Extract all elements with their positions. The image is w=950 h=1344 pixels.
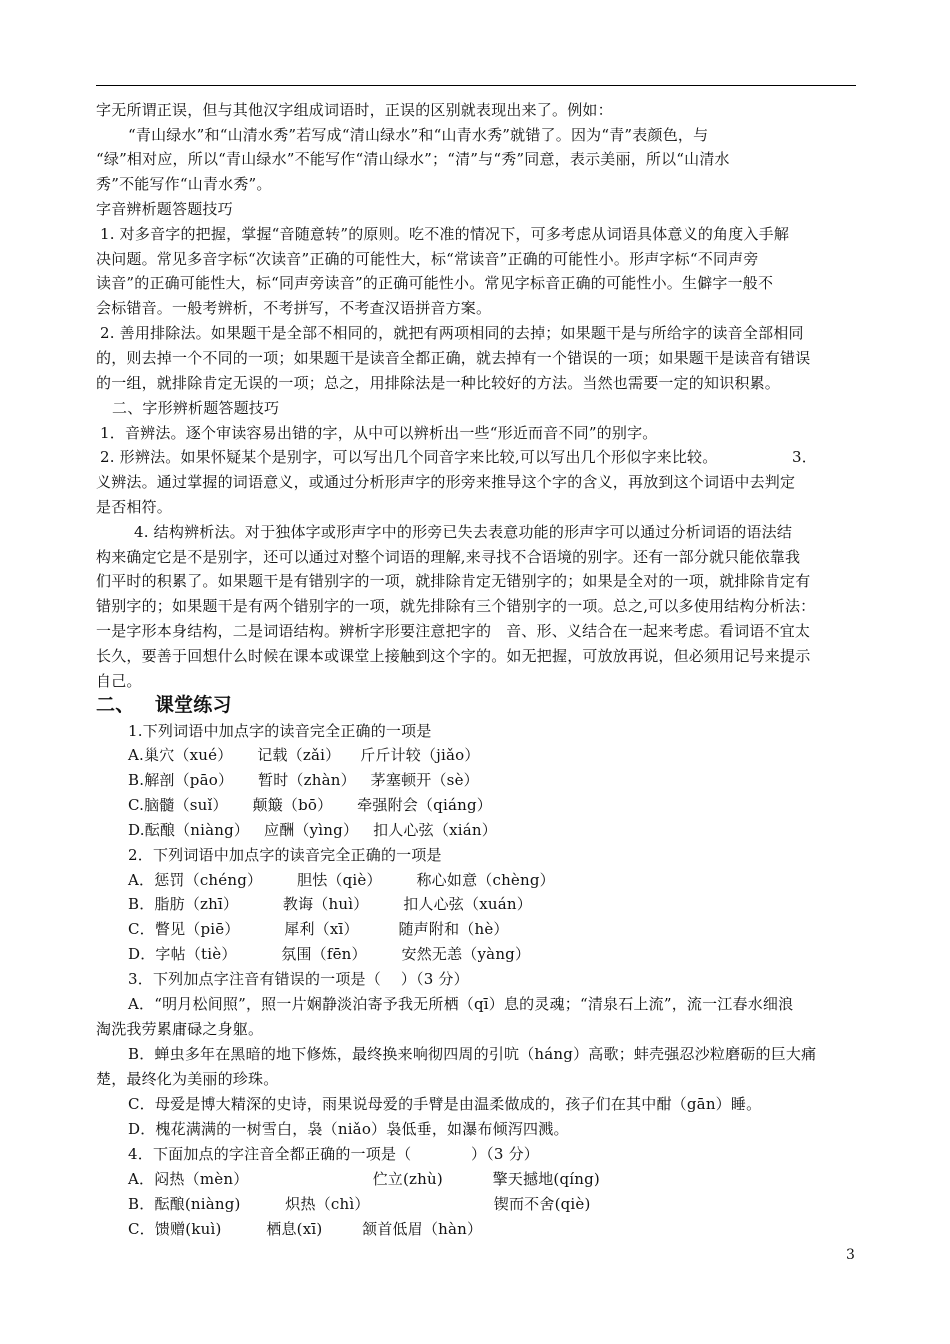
section-subtitle: 字音辨析题答题技巧 — [96, 200, 233, 218]
question-option: B．脂肪（zhī） 教诲（huì） 扣人心弦（xuán） — [128, 895, 532, 913]
question-option: D.酝酿（niàng） 应酬（yìng） 扣人心弦（xián） — [128, 821, 497, 839]
question-option: 楚，最终化为美丽的珍珠。 — [96, 1070, 279, 1088]
question-stem: 1.下列词语中加点字的读音完全正确的一项是 — [128, 722, 432, 740]
section-subtitle: 二、字形辨析题答题技巧 — [112, 399, 280, 417]
question-option: B.解剖（pāo） 暂时（zhàn） 茅塞顿开（sè） — [128, 771, 479, 789]
question-option: A．“明月松间照”，照一片娴静淡泊寄予我无所栖（qī）息的灵魂；“清泉石上流”，流一江春水细浪 — [128, 995, 794, 1013]
question-option: B．酝酿(niàng) 炽热（chì） 锲而不舍(qiè) — [128, 1195, 591, 1213]
header-rule — [96, 85, 856, 86]
text-line: 义辨法。通过掌握的词语意义，或通过分析形声字的形旁来推导这个字的含义，再放到这个词语中去判定 — [96, 473, 796, 491]
question-option: D．槐花满满的一树雪白，袅（niǎo）袅低垂，如瀑布倾泻四溅。 — [128, 1120, 569, 1138]
question-option: B．蝉虫多年在黑暗的地下修炼，最终换来响彻四周的引吭（háng）高歌；蚌壳强忍沙粒磨砺的巨大痛 — [128, 1045, 817, 1063]
text-line: 的一组，就排除肯定无误的一项；总之，用排除法是一种比较好的方法。当然也需要一定的知识积累。 — [96, 374, 781, 392]
question-option: 淘洗我劳累庸碌之身躯。 — [96, 1020, 264, 1038]
text-line: 秀”不能写作“山青水秀”。 — [96, 175, 272, 193]
text-line: 构来确定它是不是别字，还可以通过对整个词语的理解,来寻找不合语境的别字。还有一部分就只能依靠我 — [96, 548, 801, 566]
text-line: 们平时的积累了。如果题干是有错别字的一项，就排除肯定无错别字的；如果是全对的一项，就排除肯定有 — [96, 572, 811, 590]
text-line: 是否相符。 — [96, 498, 173, 516]
text-line: “绿”相对应，所以“青山绿水”不能写作“清山绿水”；“清”与“秀”同意，表示美丽，所以“山清水 — [96, 150, 730, 168]
text-line: “青山绿水”和“山清水秀”若写成“清山绿水”和“山青水秀”就错了。因为“青”表颜色，与 — [128, 126, 709, 144]
question-option: C.脑髓（suǐ） 颠簸（bō） 牵强附会（qiáng） — [128, 796, 492, 814]
text-line: 1．音辨法。逐个审读容易出错的字，从中可以辨析出一些“形近而音不同”的别字。 — [100, 424, 658, 442]
question-option: C．母爱是博大精深的史诗，雨果说母爱的手臂是由温柔做成的，孩子们在其中酣（gān）睡。 — [128, 1095, 762, 1113]
question-stem: 2．下列词语中加点字的读音完全正确的一项是 — [128, 846, 442, 864]
text-line: 自己。 — [96, 672, 142, 690]
text-line: 2. 形辨法。如果怀疑某个是别字，可以写出几个同音字来比较,可以写出几个形似字来比较。 3． — [100, 448, 817, 466]
text-line: 一是字形本身结构，二是词语结构。辨析字形要注意把字的 音、形、义结合在一起来考虑。看词语不宜太 — [96, 622, 811, 640]
text-line: 会标错音。一般考辨析，不考拼写，不考查汉语拼音方案。 — [96, 299, 492, 317]
section-heading: 二、 课堂练习 — [96, 694, 232, 716]
text-line: 错别字的；如果题干是有两个错别字的一项，就先排除有三个错别字的一项。总之,可以多使用结构分析法： — [96, 597, 816, 615]
text-line: 的，则去掉一个不同的一项；如果题干是读音全都正确，就去掉有一个错误的一项；如果题干是读音有错误 — [96, 349, 811, 367]
text-line: 长久，要善于回想什么时候在课本或课堂上接触到这个字的。如无把握，可放放再说，但必须用记号来提示 — [96, 647, 811, 665]
text-line: 字无所谓正误，但与其他汉字组成词语时，正误的区别就表现出来了。例如： — [96, 101, 613, 119]
question-stem: 4．下面加点的字注音全都正确的一项是（ ）（3 分） — [128, 1145, 539, 1163]
text-line: 决问题。常见多音字标“次读音”正确的可能性大，标“常读音”正确的可能性小。形声字标“不同声旁 — [96, 250, 759, 268]
text-line: 4. 结构辨析法。对于独体字或形声字中的形旁已失去表意功能的形声字可以通过分析词语的语法结 — [134, 523, 793, 541]
question-option: A.巢穴（xué） 记载（zǎi） 斤斤计较（jiǎo） — [128, 746, 480, 764]
question-option: D．字帖（tiè） 氛围（fēn） 安然无恙（yàng） — [128, 945, 531, 963]
question-option: A．闷热（mèn） 伫立(zhù) 擎天撼地(qíng) — [128, 1170, 600, 1188]
question-option: A．惩罚（chéng） 胆怯（qiè） 称心如意（chèng） — [128, 871, 555, 889]
text-line: 2. 善用排除法。如果题干是全部不相同的，就把有两项相同的去掉；如果题干是与所给字的读音全部相同 — [100, 324, 804, 342]
question-option: C．瞥见（piē） 犀利（xī） 随声附和（hè） — [128, 920, 509, 938]
page-number: 3 — [846, 1247, 855, 1263]
question-stem: 3．下列加点字注音有错误的一项是（ ）（3 分） — [128, 970, 469, 988]
text-line: 1. 对多音字的把握，掌握“音随意转”的原则。吃不准的情况下，可多考虑从词语具体意义的角度入手解 — [100, 225, 790, 243]
question-option: C．馈赠(kuì) 栖息(xī) 颔首低眉（hàn） — [128, 1220, 483, 1238]
text-line: 读音”的正确可能性大，标“同声旁读音”的正确可能性小。常见字标音正确的可能性小。生僻字一般不 — [96, 274, 774, 292]
